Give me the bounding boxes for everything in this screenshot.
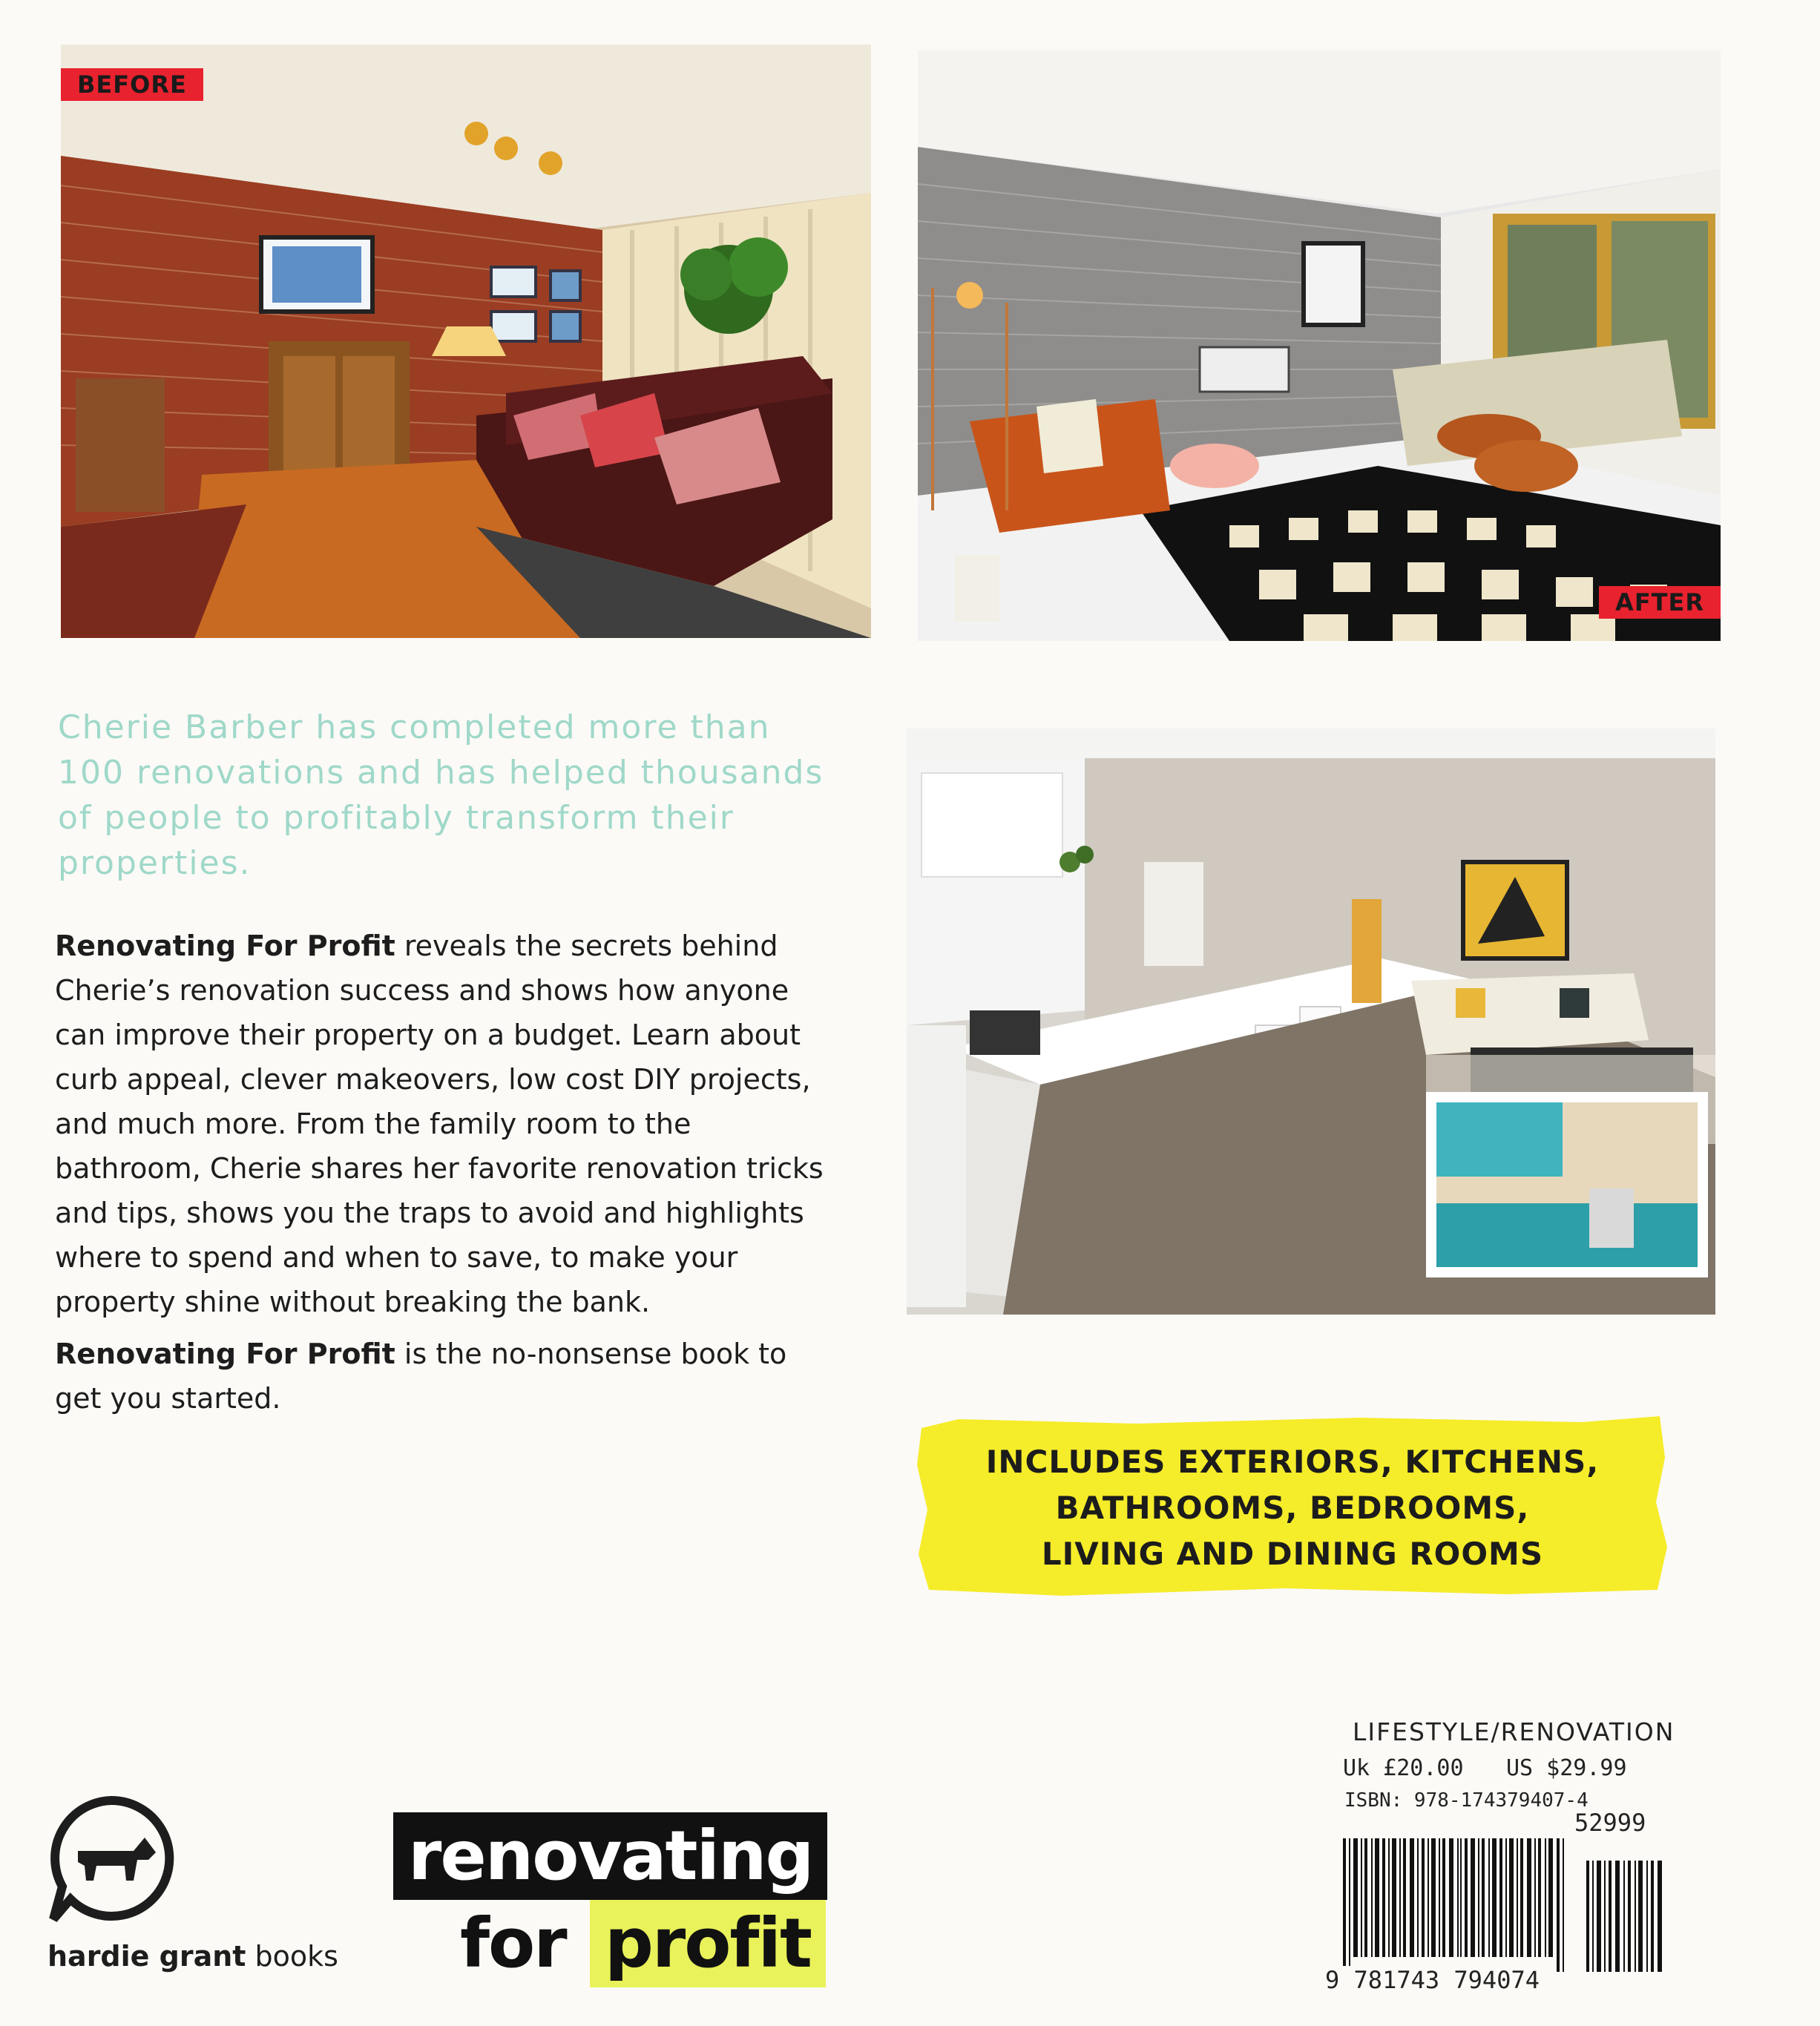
callout-line-1: INCLUDES EXTERIORS, KITCHENS,: [985, 1444, 1600, 1480]
book-title-inline: Renovating For Profit: [55, 930, 395, 962]
publisher-name-rest: books: [246, 1940, 338, 1973]
price-uk: Uk £20.00: [1343, 1755, 1464, 1781]
publisher-name-bold: hardie grant: [47, 1940, 246, 1973]
hardie-grant-fox-logo-icon: [45, 1792, 178, 1925]
after-photo: [918, 50, 1721, 641]
body-paragraph-2-text: is the no-nonsense book to get you started.: [55, 1338, 787, 1415]
logo-renovating: renovating: [393, 1812, 827, 1900]
before-tag: BEFORE: [61, 68, 203, 101]
isbn-barcode: [1341, 1838, 1669, 1979]
before-photo: [61, 45, 871, 638]
book-title-inline-2: Renovating For Profit: [55, 1338, 395, 1370]
body-paragraph-1-text: reveals the secrets behind Cherie’s renovation success and shows how anyone can improve their property on a budget. Learn about curb appeal, clever makeovers, low cost DIY projects, and much more. From the family room to the bathroom, Cherie shares her favorite renovation tricks and tips, shows you the traps to avoid and highlights where to spend and when to save, to make your property shine without breaking the bank.: [55, 930, 824, 1318]
body-paragraph-1: [55, 924, 834, 1324]
contents-callout: [914, 1413, 1671, 1599]
callout-line-3: LIVING AND DINING ROOMS: [1041, 1536, 1544, 1572]
barcode-digits: 9 781743 794074: [1322, 1966, 1543, 1994]
body-paragraph-2: [55, 1332, 834, 1421]
logo-profit: profit: [590, 1900, 826, 1987]
after-tag: AFTER: [1599, 586, 1721, 619]
kitchen-living-photo: [907, 728, 1715, 1315]
publisher-name: [47, 1940, 338, 1973]
barcode-addon-number: 52999: [1574, 1809, 1646, 1837]
logo-for: for: [460, 1904, 566, 1983]
callout-line-2: BATHROOMS, BEDROOMS,: [1055, 1490, 1530, 1526]
body-text: [55, 924, 834, 1428]
price-us: US $29.99: [1506, 1755, 1627, 1781]
isbn-text: ISBN: 978-174379407-4: [1344, 1789, 1589, 1812]
category-label: LIFESTYLE/RENOVATION: [1353, 1717, 1675, 1746]
intro-text: Cherie Barber has completed more than 100 renovations and has helped thousands of people to profitably transform their properties.: [58, 708, 824, 882]
